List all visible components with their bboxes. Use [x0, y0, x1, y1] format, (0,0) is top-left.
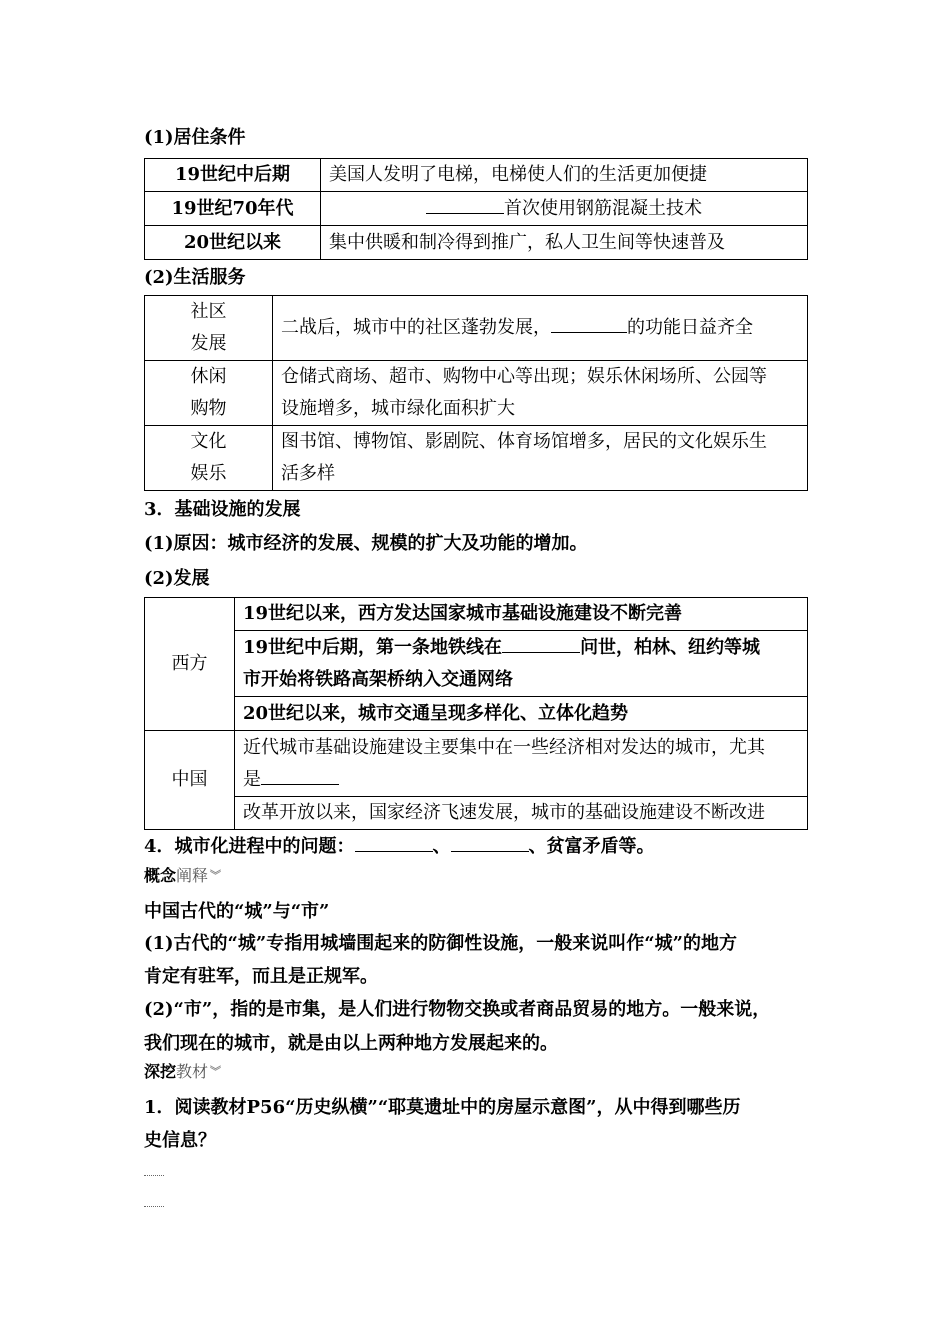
table-row — [145, 426, 808, 491]
fill-in-blank[interactable] — [355, 835, 433, 852]
description-cell: 集中供暖和制冷得到推广，私人卫生间等快速普及 — [321, 226, 808, 260]
table-row — [145, 697, 808, 731]
answer-line[interactable] — [144, 1205, 164, 1207]
period-cell: 19世纪中后期 — [145, 159, 321, 192]
category-label: 娱乐 — [190, 463, 227, 484]
life-services-table — [144, 295, 808, 491]
description-cell: 19世纪以来，西方发达国家城市基础设施建设不断完善 — [235, 598, 808, 631]
problems-prefix: 4．城市化进程中的问题： — [144, 836, 355, 857]
region-cell-china: 中国 — [145, 731, 235, 830]
paragraph-line: (1)古代的“城”专指用城墙围起来的防御性设施，一般来说叫作“城”的地方 — [144, 933, 737, 954]
concept-paragraph-2-cont: 我们现在的城市，就是由以上两种地方发展起来的。 — [144, 1033, 558, 1054]
description-text: 近代城市基础设施建设主要集中在一些经济相对发达的城市，尤其 — [243, 736, 765, 758]
concept-tag — [144, 863, 221, 886]
description-cell — [235, 731, 808, 797]
description-text: 是 — [243, 768, 261, 790]
description-cell — [273, 426, 808, 491]
description-text: 首次使用钢筋混凝土技术 — [504, 197, 702, 219]
infrastructure-title: 3．基础设施的发展 — [144, 499, 301, 520]
infrastructure-dev-heading: (2)发展 — [144, 568, 210, 589]
description-text: 图书馆、博物馆、影剧院、体育场馆增多，居民的文化娱乐生 — [281, 431, 767, 452]
answer-line[interactable] — [144, 1174, 164, 1176]
chevron-down-icon: ︾ — [210, 1065, 222, 1078]
description-cell — [273, 296, 808, 361]
tag-light: 教材 — [176, 1062, 209, 1081]
life-services-heading: (2)生活服务 — [144, 267, 246, 288]
concept-paragraph-1 — [144, 929, 737, 955]
infrastructure-table — [144, 597, 808, 830]
description-cell — [235, 631, 808, 697]
category-label: 社区 — [190, 301, 227, 322]
description-text: 仓储式商场、超市、购物中心等出现；娱乐休闲场所、公园等 — [281, 366, 767, 387]
living-conditions-table — [144, 158, 808, 260]
fill-in-blank[interactable] — [426, 197, 504, 214]
dig-tag — [144, 1059, 221, 1082]
description-cell — [273, 361, 808, 426]
tag-bold: 深挖 — [144, 1062, 177, 1081]
infrastructure-reason: (1)原因：城市经济的发展、规模的扩大及功能的增加。 — [144, 533, 588, 554]
description-text: 问世，柏林、纽约等城 — [580, 636, 761, 658]
table-row — [145, 731, 808, 797]
question-1-cont: 史信息？ — [144, 1130, 216, 1151]
category-cell — [145, 361, 273, 426]
living-conditions-heading: (1)居住条件 — [144, 127, 246, 148]
tag-light: 阐释 — [176, 866, 209, 885]
description-cell: 改革开放以来，国家经济飞速发展，城市的基础设施建设不断改进 — [235, 797, 808, 830]
period-cell: 19世纪70年代 — [145, 192, 321, 226]
fill-in-blank[interactable] — [502, 636, 580, 653]
description-cell: 20世纪以来，城市交通呈现多样化、立体化趋势 — [235, 697, 808, 731]
description-cell — [321, 192, 808, 226]
table-row — [145, 226, 808, 260]
category-label: 发展 — [190, 333, 227, 354]
table-row — [145, 296, 808, 361]
table-row — [145, 797, 808, 830]
category-cell — [145, 426, 273, 491]
fill-in-blank[interactable] — [451, 835, 529, 852]
table-row — [145, 361, 808, 426]
description-text: 设施增多，城市绿化面积扩大 — [281, 398, 515, 419]
period-cell: 20世纪以来 — [145, 226, 321, 260]
description-text: 19世纪中后期，第一条地铁线在 — [243, 636, 503, 658]
category-label: 休闲 — [190, 366, 227, 387]
category-label: 文化 — [190, 431, 227, 452]
table-row — [145, 159, 808, 192]
table-row — [145, 598, 808, 631]
chevron-down-icon: ︾ — [210, 869, 222, 882]
fill-in-blank[interactable] — [551, 316, 627, 333]
category-cell — [145, 296, 273, 361]
fill-in-blank[interactable] — [261, 768, 339, 785]
tag-bold: 概念 — [144, 866, 177, 885]
description-text: 市开始将铁路高架桥纳入交通网络 — [243, 668, 513, 690]
description-text: 二战后，城市中的社区蓬勃发展， — [281, 317, 551, 338]
question-1: 1．阅读教材P56“历史纵横”“耶莫遗址中的房屋示意图”，从中得到哪些历 — [144, 1097, 741, 1118]
table-row — [145, 192, 808, 226]
description-text: 活多样 — [281, 463, 335, 484]
urbanization-problems — [144, 832, 655, 858]
category-label: 购物 — [190, 398, 227, 419]
concept-paragraph-1-cont: 肯定有驻军，而且是正规军。 — [144, 966, 378, 987]
concept-paragraph-2: (2)“市”，指的是市集，是人们进行物物交换或者商品贸易的地方。一般来说， — [144, 999, 771, 1020]
separator: 、 — [432, 836, 451, 857]
concept-title: 中国古代的“城”与“市” — [144, 901, 330, 922]
problems-suffix: 、贫富矛盾等。 — [528, 836, 655, 857]
region-cell-west: 西方 — [145, 598, 235, 731]
description-cell: 美国人发明了电梯，电梯使人们的生活更加便捷 — [321, 159, 808, 192]
description-text: 的功能日益齐全 — [627, 317, 753, 338]
table-row — [145, 631, 808, 697]
